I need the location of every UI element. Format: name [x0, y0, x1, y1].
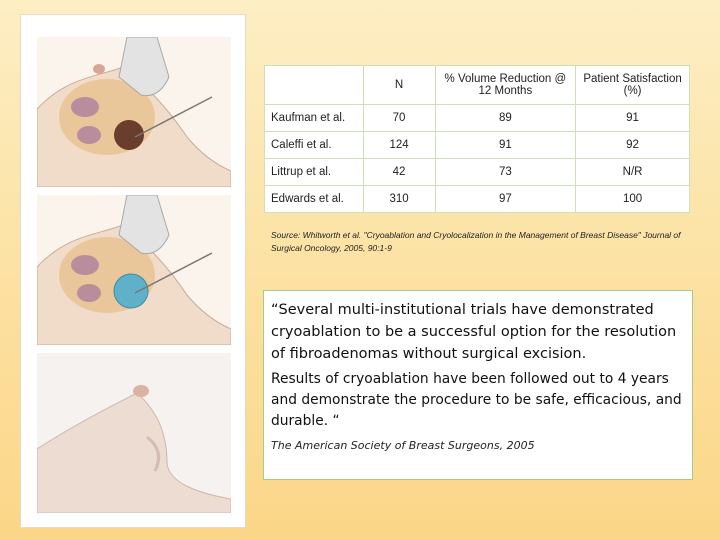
- volume-cell: 91: [435, 132, 576, 159]
- table-row: [265, 132, 690, 159]
- header-patient-satisfaction: Patient Satisfaction (%): [576, 66, 690, 105]
- table-row: [265, 186, 690, 213]
- satisfaction-cell: 91: [576, 105, 690, 132]
- quote-box: [263, 290, 693, 480]
- volume-cell: 73: [435, 159, 576, 186]
- results-table: [264, 65, 690, 213]
- header-volume-reduction: % Volume Reduction @ 12 Months: [435, 66, 576, 105]
- n-cell: 70: [363, 105, 435, 132]
- satisfaction-cell: 100: [576, 186, 690, 213]
- source-citation: Source: Whitworth et al. "Cryoablation and Cryolocalization in the Management of Breast Disease" Journal of Surgical Oncology, 2005, 90:1-9: [271, 230, 681, 253]
- table-row: [265, 105, 690, 132]
- quote-attribution: The American Society of Breast Surgeons, 2005: [271, 439, 535, 452]
- satisfaction-cell: 92: [576, 132, 690, 159]
- study-label: Caleffi et al.: [265, 132, 364, 159]
- quote-paragraph-1: “Several multi-institutional trials have demonstrated cryoablation to be a successful option for the resolution of fibroadenomas without surgical excision.: [271, 302, 677, 362]
- study-label: Littrup et al.: [265, 159, 364, 186]
- healed-breast-image: [37, 353, 231, 513]
- study-label: Kaufman et al.: [265, 105, 364, 132]
- table-header-row: [265, 66, 690, 105]
- satisfaction-cell: N/R: [576, 159, 690, 186]
- n-cell: 124: [363, 132, 435, 159]
- n-cell: 310: [363, 186, 435, 213]
- volume-cell: 89: [435, 105, 576, 132]
- header-blank: [265, 66, 364, 105]
- quote-paragraph-2: Results of cryoablation have been followed out to 4 years and demonstrate the procedure to be safe, efficacious, and durable. “: [271, 371, 682, 429]
- volume-cell: 97: [435, 186, 576, 213]
- study-label: Edwards et al.: [265, 186, 364, 213]
- header-n: N: [363, 66, 435, 105]
- breast-cross-section-with-probe-image: [37, 37, 231, 187]
- table-row: [265, 159, 690, 186]
- illustration-panel: [20, 14, 246, 528]
- ice-ball-formation-image: [37, 195, 231, 345]
- n-cell: 42: [363, 159, 435, 186]
